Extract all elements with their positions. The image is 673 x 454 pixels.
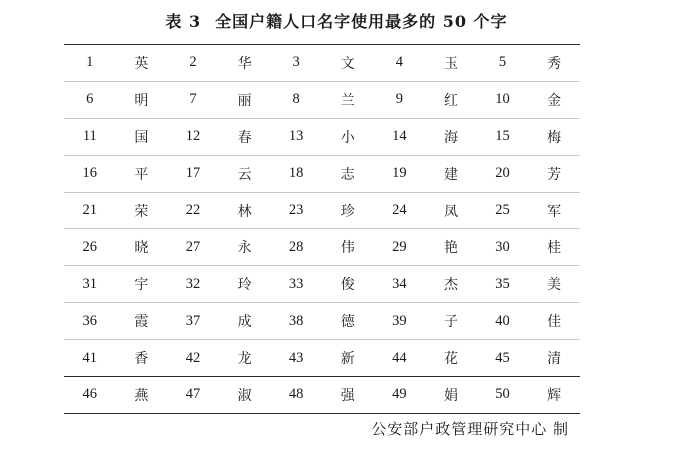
- character-cell: 成: [219, 303, 271, 340]
- rank-cell: 31: [64, 266, 116, 303]
- table-row: [64, 340, 580, 377]
- rank-cell: 7: [167, 81, 219, 118]
- rank-cell: 17: [167, 155, 219, 192]
- character-cell: 杰: [425, 266, 477, 303]
- character-cell: 花: [425, 340, 477, 377]
- character-cell: 英: [116, 45, 168, 82]
- rank-cell: 2: [167, 45, 219, 82]
- rank-cell: 6: [64, 81, 116, 118]
- rank-cell: 32: [167, 266, 219, 303]
- rank-cell: 29: [374, 229, 426, 266]
- rank-cell: 39: [374, 303, 426, 340]
- character-cell: 荣: [116, 192, 168, 229]
- rank-cell: 43: [270, 340, 322, 377]
- rank-cell: 11: [64, 118, 116, 155]
- rank-cell: 30: [477, 229, 529, 266]
- character-cell: 珍: [322, 192, 374, 229]
- rank-cell: 28: [270, 229, 322, 266]
- rank-cell: 4: [374, 45, 426, 82]
- character-cell: 俊: [322, 266, 374, 303]
- rank-cell: 8: [270, 81, 322, 118]
- character-cell: 霞: [116, 303, 168, 340]
- character-cell: 美: [528, 266, 580, 303]
- rank-cell: 27: [167, 229, 219, 266]
- character-cell: 强: [322, 377, 374, 414]
- character-cell: 龙: [219, 340, 271, 377]
- rank-cell: 24: [374, 192, 426, 229]
- table-number: 表 3: [165, 12, 202, 31]
- character-cell: 建: [425, 155, 477, 192]
- rank-cell: 26: [64, 229, 116, 266]
- rank-cell: 25: [477, 192, 529, 229]
- rank-cell: 44: [374, 340, 426, 377]
- character-cell: 金: [528, 81, 580, 118]
- character-cell: 梅: [528, 118, 580, 155]
- rank-cell: 23: [270, 192, 322, 229]
- rank-cell: 18: [270, 155, 322, 192]
- character-cell: 小: [322, 118, 374, 155]
- character-cell: 辉: [528, 377, 580, 414]
- rank-cell: 12: [167, 118, 219, 155]
- rank-cell: 19: [374, 155, 426, 192]
- table-row: [64, 303, 580, 340]
- rank-cell: 9: [374, 81, 426, 118]
- character-cell: 桂: [528, 229, 580, 266]
- character-cell: 新: [322, 340, 374, 377]
- character-cell: 德: [322, 303, 374, 340]
- character-cell: 艳: [425, 229, 477, 266]
- rank-cell: 47: [167, 377, 219, 414]
- character-cell: 子: [425, 303, 477, 340]
- character-cell: 国: [116, 118, 168, 155]
- rank-cell: 37: [167, 303, 219, 340]
- character-cell: 文: [322, 45, 374, 82]
- rank-cell: 42: [167, 340, 219, 377]
- rank-cell: 14: [374, 118, 426, 155]
- rank-cell: 21: [64, 192, 116, 229]
- top-50-names-table: [64, 44, 580, 414]
- table-caption: [0, 9, 673, 32]
- character-cell: 海: [425, 118, 477, 155]
- rank-cell: 22: [167, 192, 219, 229]
- table-row: [64, 155, 580, 192]
- rank-cell: 49: [374, 377, 426, 414]
- table-row: [64, 266, 580, 303]
- character-cell: 伟: [322, 229, 374, 266]
- rank-cell: 46: [64, 377, 116, 414]
- rank-cell: 10: [477, 81, 529, 118]
- rank-cell: 15: [477, 118, 529, 155]
- table-row: [64, 192, 580, 229]
- rank-cell: 40: [477, 303, 529, 340]
- character-cell: 淑: [219, 377, 271, 414]
- rank-cell: 33: [270, 266, 322, 303]
- character-cell: 清: [528, 340, 580, 377]
- table-row: [64, 229, 580, 266]
- table-row: [64, 81, 580, 118]
- character-cell: 玉: [425, 45, 477, 82]
- character-cell: 明: [116, 81, 168, 118]
- character-cell: 佳: [528, 303, 580, 340]
- character-cell: 晓: [116, 229, 168, 266]
- character-cell: 兰: [322, 81, 374, 118]
- rank-cell: 38: [270, 303, 322, 340]
- character-cell: 香: [116, 340, 168, 377]
- source-credit: 公安部户政管理研究中心 制: [371, 420, 569, 438]
- character-cell: 军: [528, 192, 580, 229]
- rank-cell: 1: [64, 45, 116, 82]
- character-cell: 丽: [219, 81, 271, 118]
- table-row: [64, 377, 580, 414]
- rank-cell: 48: [270, 377, 322, 414]
- table-row: [64, 118, 580, 155]
- character-cell: 凤: [425, 192, 477, 229]
- character-cell: 春: [219, 118, 271, 155]
- character-cell: 林: [219, 192, 271, 229]
- rank-cell: 3: [270, 45, 322, 82]
- character-cell: 娟: [425, 377, 477, 414]
- rank-cell: 50: [477, 377, 529, 414]
- character-cell: 志: [322, 155, 374, 192]
- rank-cell: 34: [374, 266, 426, 303]
- character-cell: 芳: [528, 155, 580, 192]
- character-cell: 秀: [528, 45, 580, 82]
- character-cell: 玲: [219, 266, 271, 303]
- rank-cell: 36: [64, 303, 116, 340]
- rank-cell: 35: [477, 266, 529, 303]
- table-row: [64, 45, 580, 82]
- character-cell: 永: [219, 229, 271, 266]
- character-cell: 平: [116, 155, 168, 192]
- rank-cell: 20: [477, 155, 529, 192]
- table-title: 全国户籍人口名字使用最多的 50 个字: [215, 12, 508, 31]
- rank-cell: 13: [270, 118, 322, 155]
- table-body: [64, 45, 580, 414]
- rank-cell: 41: [64, 340, 116, 377]
- character-cell: 宇: [116, 266, 168, 303]
- character-cell: 云: [219, 155, 271, 192]
- rank-cell: 45: [477, 340, 529, 377]
- rank-cell: 5: [477, 45, 529, 82]
- character-cell: 华: [219, 45, 271, 82]
- character-cell: 燕: [116, 377, 168, 414]
- rank-cell: 16: [64, 155, 116, 192]
- character-cell: 红: [425, 81, 477, 118]
